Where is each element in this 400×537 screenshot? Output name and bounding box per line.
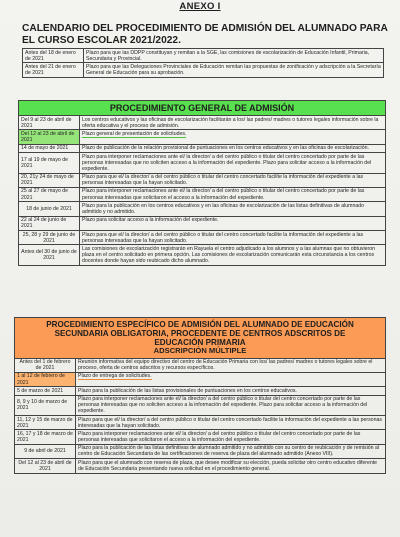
- description-cell: Plazo de publicación de la relación provisional de puntuaciones en los centros educativos y en las oficinas de escolarización.: [80, 144, 386, 152]
- date-cell: 5 de marzo de 2021: [15, 387, 76, 395]
- table-row: [19, 216, 386, 230]
- table-row: [15, 444, 386, 458]
- table-row: [19, 173, 386, 187]
- table-row: [19, 153, 386, 173]
- date-cell: 18 de junio de 2021: [19, 202, 80, 216]
- date-cell: Antes del 1 de febrero de 2021: [15, 358, 76, 372]
- description-cell: Plazo para la publicación en los centros educativos y en las oficinas de escolarización de las listas definitivas de alumnado admitido y no admitido.: [80, 202, 386, 216]
- description-cell: Plazo para interponer reclamaciones ante el/ la director/ a del centro público o titular del centro concertado por parte de las personas interesadas que no soliciten acceso a la información del expediente. Plazo para solicitar acceso a la información del expediente.: [76, 395, 386, 415]
- table-row: [15, 395, 386, 415]
- header-line: PROCEDIMIENTO ESPECÍFICO DE ADMISIÓN DEL ALUMNADO DE EDUCACIÓN: [46, 320, 354, 329]
- table-row-highlighted: [19, 130, 386, 144]
- description-cell: Plazo para que el alumnado con reserva de plaza, que desee modificar su elección, pueda solicitar otro centro educativo diferente de Educación Secundaria presentando nueva solicitud en el procedimiento general.: [76, 459, 386, 473]
- date-cell: Antes del 18 de enero de 2021: [23, 49, 84, 63]
- specific-procedure-header: [15, 318, 386, 359]
- header-line: EDUCACIÓN PRIMARIA: [154, 338, 246, 347]
- table-row: [19, 144, 386, 152]
- description-cell: Los centros educativos y las oficinas de escolarización facilitarán a los/ las padres/ madres o tutores legales información sobre la oferta educativa y el proceso de admisión.: [80, 116, 386, 130]
- table-header-row: [15, 318, 386, 359]
- highlighted-text: Plazo general de presentación de solicitudes.: [82, 130, 187, 137]
- general-procedure-header: PROCEDIMIENTO GENERAL DE ADMISIÓN: [19, 101, 386, 116]
- date-cell: Del 12 al 23 de abril de 2021: [15, 459, 76, 473]
- document-title: CALENDARIO DEL PROCEDIMIENTO DE ADMISIÓN DEL ALUMNADO PARA EL CURSO ESCOLAR 2021/2022.: [22, 23, 388, 46]
- date-cell: 22 al 24 de junio de 2021: [19, 216, 80, 230]
- date-cell: Del 9 al 23 de abril de 2021: [19, 116, 80, 130]
- table-row: [23, 63, 384, 77]
- date-cell: Antes del 30 de junio de 2021: [19, 245, 80, 265]
- date-cell: Del 12 al 23 de abril de 2021: [19, 130, 80, 144]
- table-row-highlighted: [15, 372, 386, 386]
- table-row: [15, 430, 386, 444]
- date-cell: 20, 21y 24 de mayo de 2021: [19, 173, 80, 187]
- date-cell: 8, 9 y 10 de marzo de 2021: [15, 395, 76, 415]
- date-cell: 25, 28 y 29 de junio de 2021: [19, 231, 80, 245]
- general-procedure-table: [18, 100, 386, 266]
- description-cell: Reunión informativa del equipo directivo del centro de Educación Primaria con los/ las padres/ madres o tutores legales sobre el proceso, oferta de centros adscritos y recursos específicos.: [76, 358, 386, 372]
- date-cell: 1 al 12 de febrero de 2021: [15, 372, 76, 386]
- table-row: [19, 202, 386, 216]
- description-cell: Plazo para la publicación de las listas provisionales de puntuaciones en los centros educativos.: [76, 387, 386, 395]
- date-cell: 17 al 19 de mayo de 2021: [19, 153, 80, 173]
- date-cell: Antes del 21 de enero de 2021: [23, 63, 84, 77]
- table-header-row: [19, 101, 386, 116]
- intro-table: [22, 48, 384, 78]
- description-cell: Plazo para que el/ la director/ a del centro público o titular del centro concertado facilite la información del expediente a las personas interesadas que la hayan solicitado.: [76, 416, 386, 430]
- description-cell: Plazo para que las DDPP constituyan y remitan a la SGE, las comisiones de escolarización de Educación Infantil, Primaria, Secundaria y Provincial.: [84, 49, 384, 63]
- adscription-subheader: ADSCRIPCIÓN MÚLTIPLE: [153, 346, 247, 355]
- description-cell: Plazo para interponer reclamaciones ante el/ la director/ a del centro público o titular del centro concertado por parte de las personas interesadas que solicitaron el acceso a la información del expediente.: [80, 187, 386, 201]
- description-cell: Plazo para interponer reclamaciones ante el/ la director/ a del centro público o titular del centro concertado por parte de las personas interesadas que solicitaron el acceso a la información del expediente.: [76, 430, 386, 444]
- description-cell: Plazo para la publicación de las listas definitivas de alumnado admitido y no admitido con su centro de reubicación y de remisión al centro de Educación Secundaria de las certificaciones de reserva de plaza del alumnado admitido (Anexo VIII).: [76, 444, 386, 458]
- table-row: [23, 49, 384, 63]
- description-cell: Plazo para que el/ la director/ a del centro público o titular del centro concertado facilite la información del expediente a las personas interesadas que la hayan solicitado.: [80, 231, 386, 245]
- date-cell: 25 al 27 de mayo de 2021: [19, 187, 80, 201]
- table-row: [19, 245, 386, 265]
- table-row: [19, 116, 386, 130]
- date-cell: 11, 12 y 15 de marzo de 2021: [15, 416, 76, 430]
- table-row: [15, 358, 386, 372]
- date-cell: 14 de mayo de 2021: [19, 144, 80, 152]
- description-cell: [76, 372, 386, 386]
- description-cell: Plazo para interponer reclamaciones ante el/ la director/ a del centro público o titular del centro concertado por parte de las personas interesadas que no soliciten acceso a la información del expediente. Plazo para solicitar acceso a la información del expediente.: [80, 153, 386, 173]
- description-cell: Plazo para que las Delegaciones Provinciales de Educación remitan las propuestas de zonificación y adscripción a la Secretaría General de Educación para su aprobación.: [84, 63, 384, 77]
- date-cell: 9 de abril de 2021: [15, 444, 76, 458]
- annex-heading: ANEXO I: [179, 1, 221, 12]
- specific-procedure-table: [14, 317, 386, 474]
- header-line: SECUNDARIA OBLIGATORIA, PROCEDENTE DE CENTROS ADSCRITOS DE: [54, 329, 346, 338]
- table-row: [19, 187, 386, 201]
- description-cell: Plazo para solicitar acceso a la información del expediente.: [80, 216, 386, 230]
- date-cell: 16, 17 y 18 de marzo de 2021: [15, 430, 76, 444]
- table-row: [15, 387, 386, 395]
- description-cell: [80, 130, 386, 144]
- table-row: [15, 416, 386, 430]
- table-row: [19, 231, 386, 245]
- highlighted-text: Plazo de entrega de solicitudes.: [78, 373, 152, 380]
- description-cell: Plazo para que el/ la director/ a del centro público o titular del centro concertado facilite la información del expediente a las personas interesadas que la hayan solicitado.: [80, 173, 386, 187]
- table-row: [15, 459, 386, 473]
- description-cell: Las comisiones de escolarización registrarán en Rayuela el centro adjudicado a los alumnos y a las alumnas que no obtuvieron plaza en el centro solicitado en primera opción. Las comisiones de escolarización comunicarán esta circunstancia a los centros docentes donde hayan sido reubicado dicho alumnado.: [80, 245, 386, 265]
